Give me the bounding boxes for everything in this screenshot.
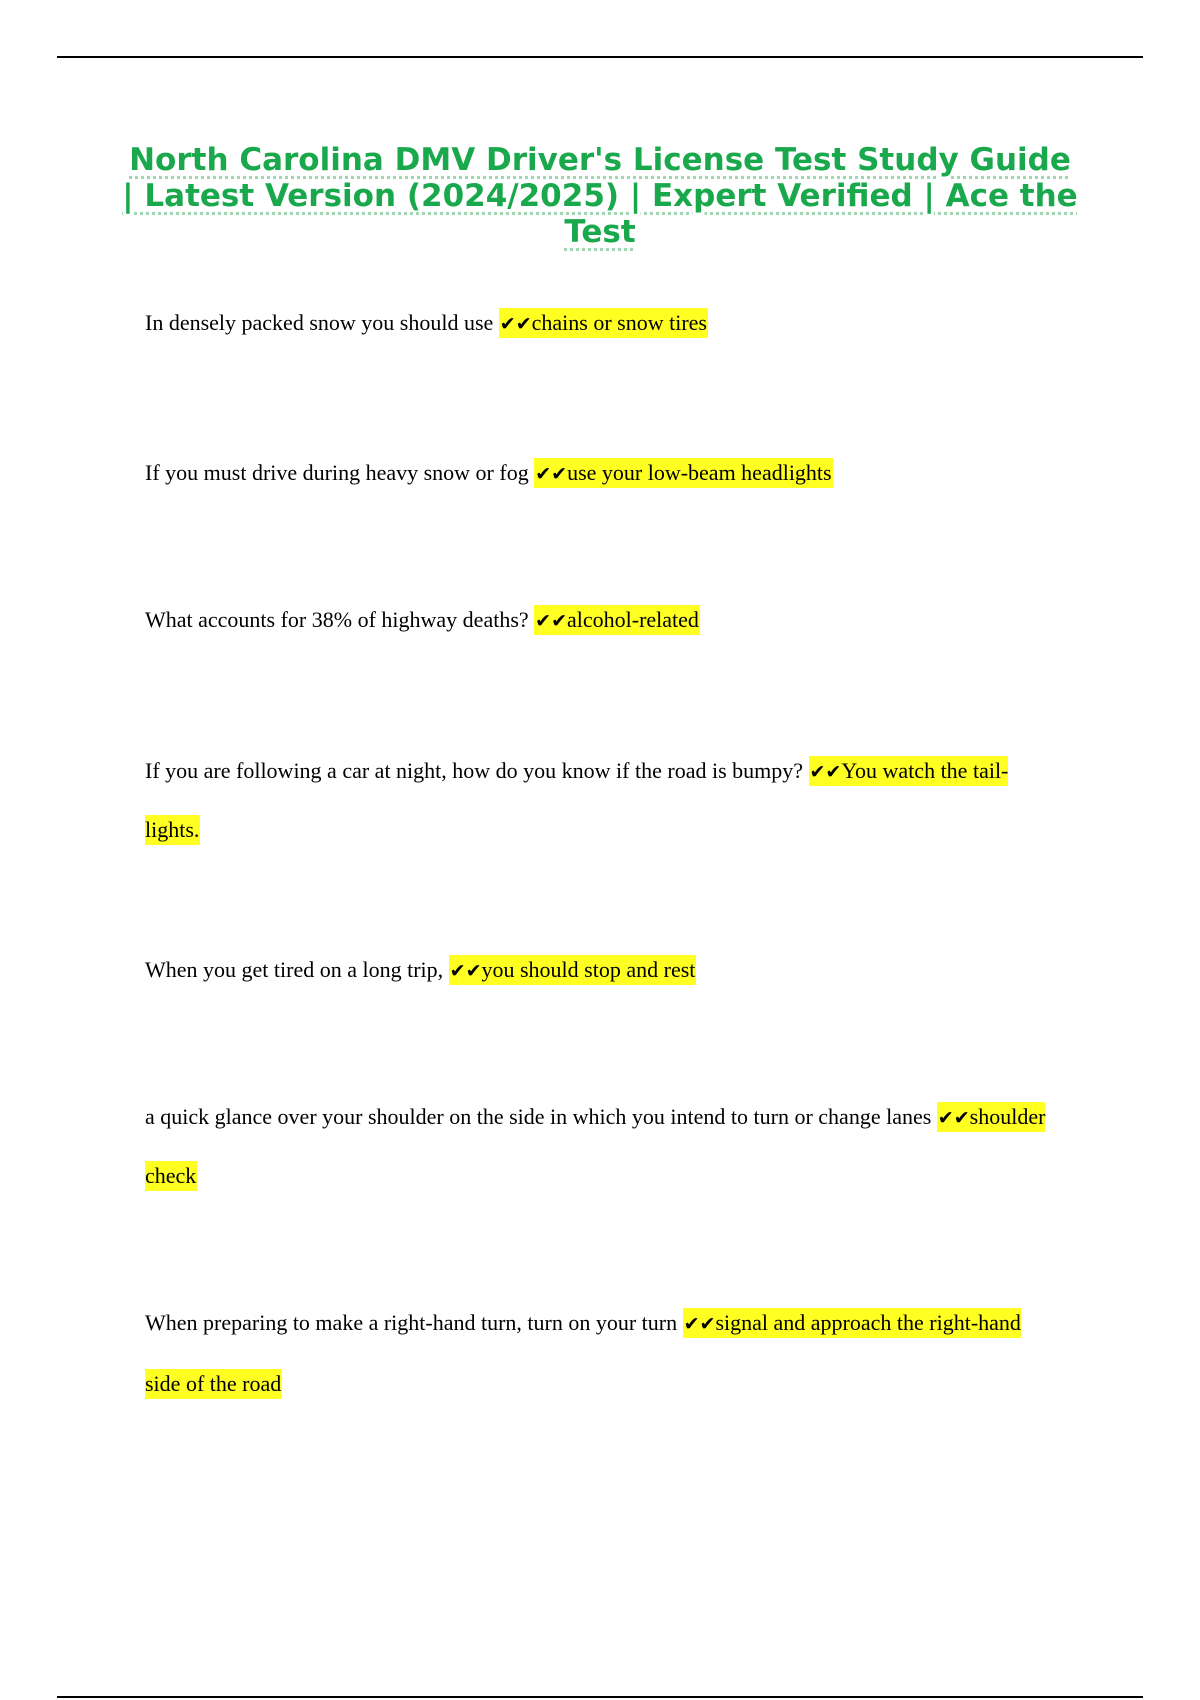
check-mark-icon: ✔✔	[535, 610, 567, 632]
check-mark-icon: ✔✔	[809, 761, 842, 783]
qa-item	[145, 458, 1055, 489]
qa-item	[145, 308, 1055, 339]
answer-text: you should stop and rest	[481, 957, 696, 982]
qa-item	[145, 1088, 1055, 1204]
qa-item	[145, 742, 1055, 859]
question-text: If you are following a car at night, how do you know if the road is bumpy?	[145, 758, 809, 783]
bottom-rule	[57, 1696, 1143, 1698]
answer-text: shoulder check	[145, 1104, 1046, 1188]
qa-item	[145, 955, 1055, 986]
document-title-text: North Carolina DMV Driver's License Test Study Guide | Latest Version (2024/2025) | Expert Verified | Ace the Test	[122, 142, 1078, 250]
question-text: In densely packed snow you should use	[145, 310, 499, 335]
answer-text: use your low-beam headlights	[567, 460, 832, 485]
qa-item	[145, 605, 1055, 636]
top-rule	[57, 56, 1143, 58]
answer-highlight	[534, 458, 832, 488]
document-title	[120, 142, 1080, 250]
check-mark-icon: ✔✔	[683, 1313, 716, 1335]
question-text: a quick glance over your shoulder on the side in which you intend to turn or change lanes	[145, 1104, 937, 1129]
answer-highlight	[449, 955, 697, 985]
question-text: When preparing to make a right-hand turn, turn on your turn	[145, 1310, 683, 1335]
check-mark-icon: ✔✔	[449, 960, 482, 982]
check-mark-icon: ✔✔	[535, 463, 568, 485]
question-text: When you get tired on a long trip,	[145, 957, 449, 982]
question-text: If you must drive during heavy snow or fog	[145, 460, 535, 485]
qa-item	[145, 1293, 1055, 1414]
answer-text: You watch the tail-lights.	[145, 758, 1009, 842]
check-mark-icon: ✔✔	[499, 313, 532, 335]
question-text: What accounts for 38% of highway deaths?	[145, 607, 535, 632]
check-mark-icon: ✔✔	[937, 1107, 970, 1129]
answer-text: signal and approach the right-hand side of the road	[145, 1310, 1021, 1396]
answer-text: alcohol-related	[567, 607, 699, 632]
answer-highlight	[499, 308, 708, 338]
answer-highlight	[534, 605, 700, 635]
answer-text: chains or snow tires	[531, 310, 707, 335]
